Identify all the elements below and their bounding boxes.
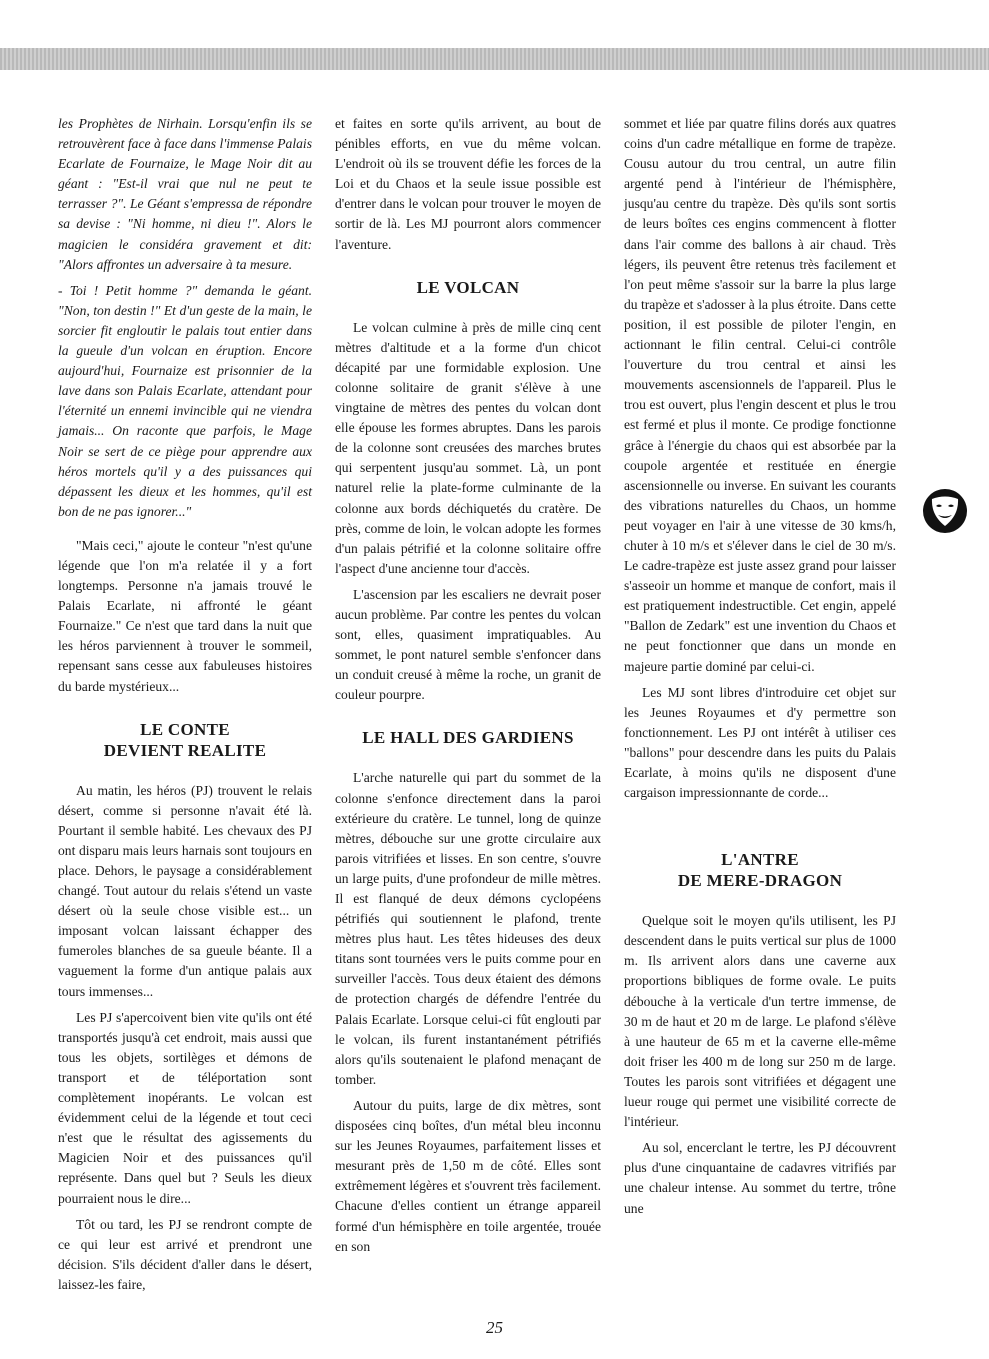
paragraph: Les PJ s'apercoivent bien vite qu'ils ont été transportés jusqu'à cet endroit, mais aussi que tous les objets, sortilèges et démons de transport et de téléportation sont complètement inopérants. Le volcan est évidemment celui de la légende et tout ceci n'est que le résultat des agissements du Magicien Noir et des puissances qu'il représente. Dans quel but ? Seuls les dieux pourraient nous le dire... (58, 1009, 312, 1206)
paragraph: L'ascension par les escaliers ne devrait poser aucun problème. Par contre les pentes du volcan sont, elles, quasiment impratiquables. Au sommet, le pont naturel semble s'enfoncer dans un conduit creusé à même la roche, un granit de couleur pourpre. (335, 586, 601, 703)
paragraph: Quelque soit le moyen qu'ils utilisent, les PJ descendent dans le puits vertical sur plus de 1000 m. Ils arrivent alors dans une caverne aux proportions bibliques de forme ovale. Le puits débouche à la verticale d'un tertre immense, de 30 m de haut et 20 m de large. Le plafond s'élève à une hauteur de 65 m et la caverne elle-même doit friser les 400 m de long sur 250 m de large. Toutes les parois sont vitrifiées et dégagent une lueur rouge qui permet une visibilité correcte de l'intérieur. (624, 913, 896, 1130)
heading-line: L'ANTRE (721, 850, 799, 870)
paragraph: Au sol, encerclant le tertre, les PJ découvrent plus d'une cinquantaine de cadavres vitrifiés par une chaleur intense. Au sommet du tertre, trône une (624, 1140, 896, 1216)
heading-line: LE CONTE (140, 719, 230, 739)
column-1 (58, 114, 312, 1295)
paragraph: L'arche naturelle qui part du sommet de la colonne s'enfonce directement dans la paroi extérieure du cratère. Le tunnel, long de quinze mètres, débouche sur une grotte circulaire aux parois vitrifiées et lisses. En son centre, s'ouvre un large puits, d'une profondeur de mille mètres. Il est flanqué de deux démons cyclopéens pétrifiés qui soutiennent le plafond, trente mètres plus haut. Les têtes hideuses des deux titans sont tournées vers le puits comme pour en surveiller l'accès. Tous deux étaient des démons de protection chargés de défendre l'entrée du Palais Ecarlate. Lorsque celui-ci fût englouti par le volcan, ils furent instantanément pétrifiés alors qu'ils soutenaient le plafond menaçant de tomber. (335, 770, 601, 1087)
column-2 (335, 114, 601, 1257)
paragraph: Au matin, les héros (PJ) trouvent le relais désert, comme si personne n'avait été là. Pourtant il semble habité. Les chevaux des PJ ont disparu mais leurs harnais sont toujours en place. Dehors, le paysage a considérablement changé. Tout autour du relais s'étend un vaste désert où la seule chose visible est... un imposant volcan laissant échapper des fumeroles blanches de sa gueule béante. Il a vaguement la forme d'un antique palais aux tours immenses... (58, 782, 312, 999)
section-heading-conte (58, 719, 312, 761)
legend-quote-dialogue: - Toi ! Petit homme ?" demanda le géant. "Non, ton destin !" Et d'un geste de la main, le sorcier fit engloutir le palais tout entier dans la gueule d'un volcan en éruption. Encore aujourd'hui, Fournaize est prisonnier de la lave dans son Palais Ecarlate, attendant pour l'éternité un ennemi invincible qui ne viendra jamais... On raconte que parfois, le Mage Noir se sert de ce piège pour apprendre aux héros mortels qu'il y a des puissances qui dépassent les dieux et les hommes, qu'il est bon de ne pas ignorer..." (58, 282, 312, 519)
paragraph: sommet et liée par quatre filins dorés aux quatres coins d'un cadre métallique en forme de trapèze. Cousu autour du trou central, un autre filin argenté pend à l'intérieur de l'hémisphère, jusqu'au centre du trapèze. Dès qu'ils sont sortis de leurs boîtes ces engins commencent à flotter dans l'air comme des ballons à air chaud. Très légers, ils peuvent être retenus très facilement et l'on peut même s'assoir sur la barre la plus large du trapèze et s'adosser à la plus étroite. Dans cette position, il est possible de piloter l'engin, en actionnant le filin central. Celui-ci contrôle l'ouverture du trou central et ainsi les mouvements ascensionnels de l'appareil. Plus le trou est ouvert, plus l'engin descent et plus le trou est fermé et plus il monte. Ce prodige fonctionne grâce à l'énergie du chaos qui est absorbée par la coupole argentée et restituée en énergie ascensionnelle ou inverse. En suivant les courants des vibrations naturelles du Chaos, un homme peut voyager en l'air à une vitesse de 30 kms/h, chuter à 10 m/s et s'élever dans le ciel de 30 m/s. Le cadre-trapèze est juste assez grand pour laisser s'asseoir un homme et manque de confort, mais il est pratiquement indestructible. Cet engin, appelé "Ballon de Zedark" est une invention du Chaos et ne peut fonctionner que dans un monde en majeure partie dominé par celui-ci. (624, 116, 896, 674)
paragraph: Tôt ou tard, les PJ se rendront compte de ce qui leur est arrivé et prendront une décision. S'ils décident d'aller dans le désert, laissez-les faire, (58, 1216, 312, 1292)
section-heading-hall: LE HALL DES GARDIENS (362, 728, 574, 748)
paragraph: et faites en sorte qu'ils arrivent, au bout de pénibles efforts, en vue du même volcan. L'endroit où ils se trouvent défie les forces de la Loi et du Chaos et la seule issue possible est d'entrer dans le volcan pour trouver le moyen de sortir de là. Les MJ pourront alors commencer l'aventure. (335, 116, 601, 252)
heading-line: DEVIENT REALITE (103, 740, 267, 760)
legend-quote: les Prophètes de Nirhain. Lorsqu'enfin ils se retrouvèrent face à face dans l'immense Palais Ecarlate de Fournaize, le Mage Noir dit au géant : "Est-il vrai que nul ne peut te terrasser ?". Le Géant s'empressa de répondre sa devise : "Ni homme, ni dieu !". Alors le magicien le considéra gravement et dit: "Alors affrontes un adversaire à ta mesure. (58, 116, 312, 272)
paragraph: Le volcan culmine à près de mille cinq cent mètres d'altitude et a la forme d'un chicot décapité par une formidable explosion. Une colonne solitaire de granit s'élève à une vingtaine de mètres des pentes du volcan dont elle épouse les formes abruptes. Dans les parois de la colonne sont creusées des marches brutes qui serpentent jusqu'au sommet. Là, un pont naturel relie la plate-forme culminante de la colonne aux bords déchiquetés du cratère. De près, comme de loin, le volcan adopte les formes d'un palais pétrifié et la colonne solitaire offre l'aspect d'une ancienne tour d'accès. (335, 319, 601, 576)
column-3 (624, 114, 896, 1219)
page-number: 25 (486, 1318, 503, 1337)
section-heading-antre (624, 849, 896, 891)
heading-line: DE MERE-DRAGON (677, 871, 843, 891)
paragraph: Les MJ sont libres d'introduire cet objet sur les Jeunes Royaumes et d'y permettre son fonctionnement. Les PJ ont intérêt à utiliser ces "ballons" pour descendre dans les puits du Palais Ecarlate, à moins qu'ils ne disposent d'une cargaison impressionnante de corde... (624, 684, 896, 801)
header-band (0, 48, 989, 70)
paragraph: Autour du puits, large de dix mètres, sont disposées cinq boîtes, d'un métal bleu inconnu sur les Jeunes Royaumes, parfaitement lisses et mesurant près de 1,50 m de côté. Elles sont extrêmement légères et s'ouvrent très facilement. Chacune d'elles contient un étrange appareil formé d'un hémisphère en toile argentée, trouée en son (335, 1097, 601, 1254)
paragraph: "Mais ceci," ajoute le conteur "n'est qu'une légende que l'on m'a relatée il y a fort longtemps. Personne n'a jamais trouvé le Palais Ecarlate, ni affronté le géant Fournaize." Ce n'est que tard dans la nuit que les héros parviennent à trouver le sommeil, repensant sans cesse aux fabuleuses histoires du barde mystérieux... (58, 537, 312, 694)
theatre-mask-icon (922, 488, 968, 534)
section-heading-volcan: LE VOLCAN (416, 277, 520, 297)
